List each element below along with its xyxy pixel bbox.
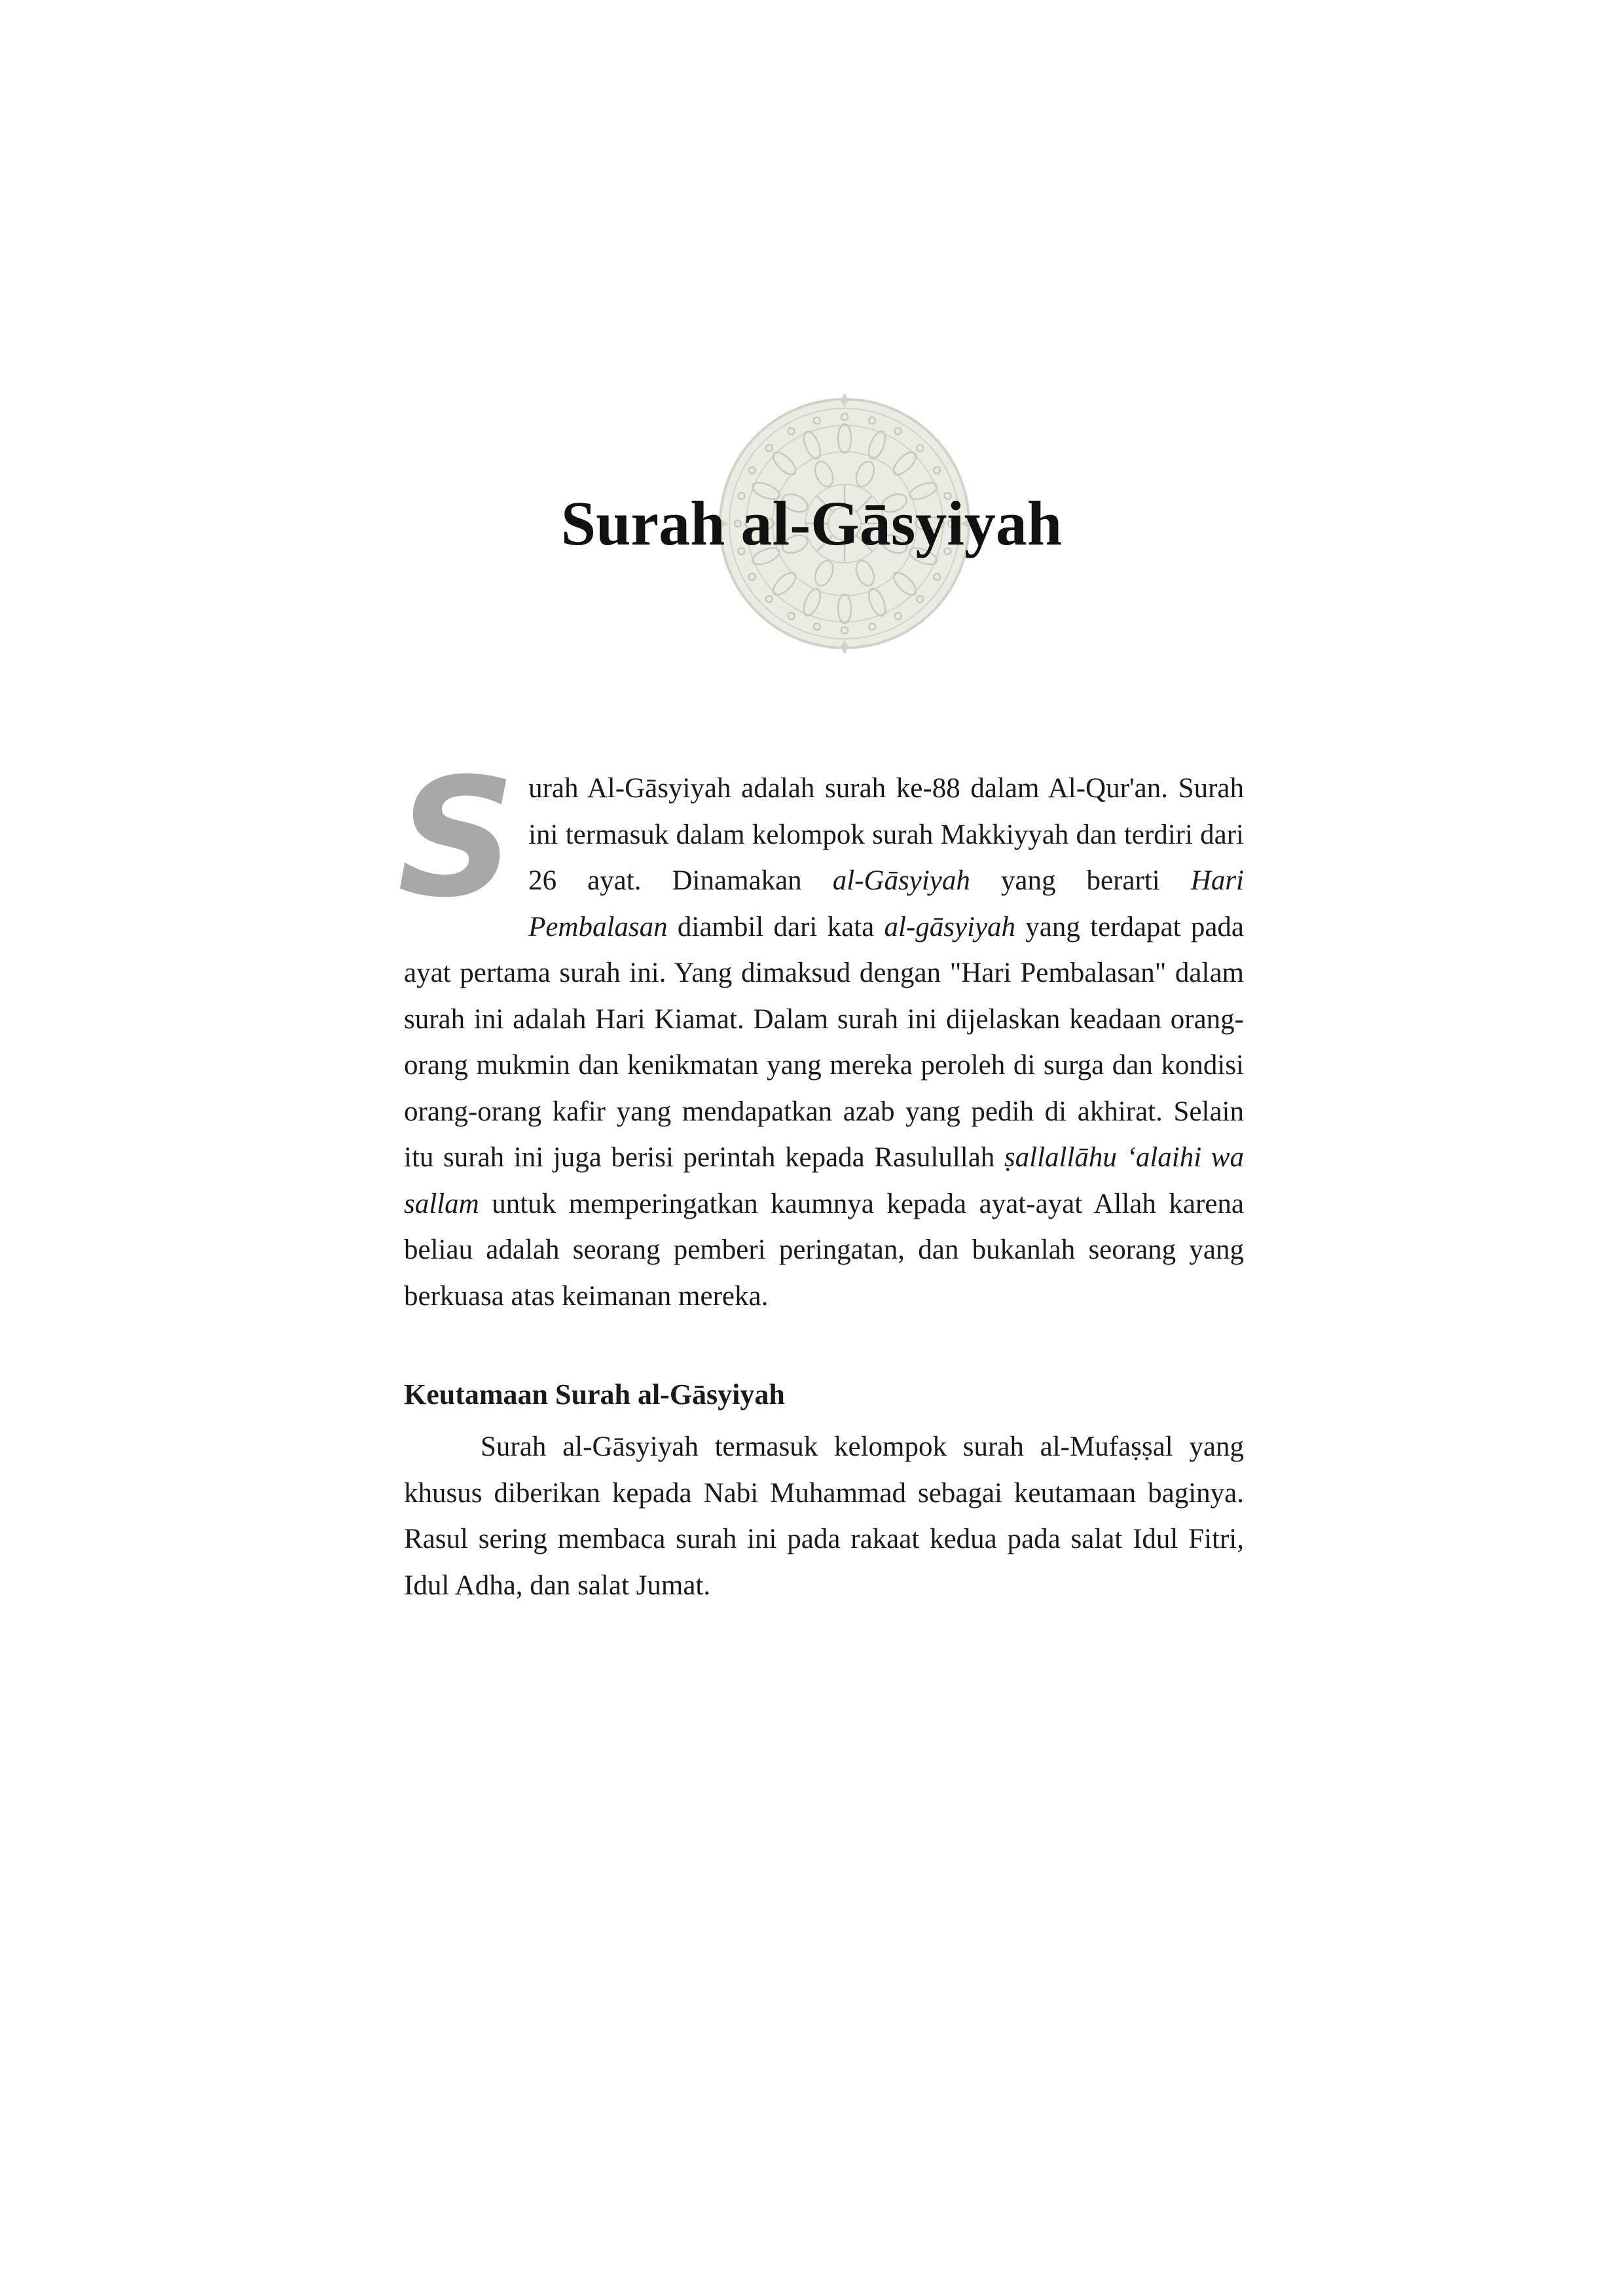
intro-text-3: diambil dari kata: [667, 911, 884, 942]
intro-text-2: yang berarti: [970, 865, 1191, 896]
intro-paragraph: [397, 743, 1244, 1319]
intro-italic-1: al-Gāsyiyah: [832, 865, 970, 896]
intro-text-1: urah Al-Gāsyiyah adalah surah ke-88 dalam Al-Qur'an. Surah ini termasuk dalam kelompok surah Makkiyyah dan terdiri dari 26 ayat. Dinamakan: [528, 773, 1244, 896]
page-title: Surah al-Gāsyiyah: [560, 488, 1063, 558]
intro-italic-2: Hari Pembalasan: [528, 865, 1244, 942]
intro-italic-4: ṣallallāhu ‘alaihi wa sallam: [404, 1142, 1244, 1219]
section-paragraph: Surah al-Gāsyiyah termasuk kelompok surah al-Mufaṣṣal yang khusus diberikan kepada Nabi Muhammad sebagai keutamaan baginya. Rasul sering membaca surah ini pada rakaat kedua pada salat Idul Fitri, Idul Adha, dan salat Jumat.: [404, 1431, 1244, 1601]
intro-text-5: untuk memperingatkan kaumnya kepada ayat-ayat Allah karena beliau adalah seorang pemberi peringatan, dan bukanlah seorang yang berkuasa atas keimanan mereka.: [404, 1188, 1244, 1312]
drop-cap: S: [397, 743, 516, 933]
body-text: [397, 743, 1244, 1609]
section-heading: Keutamaan Surah al-Gāsyiyah: [404, 1378, 785, 1410]
intro-text-4: yang terdapat pada ayat pertama surah ini. Yang dimaksud dengan "Hari Pembalasan" dalam surah ini adalah Hari Kiamat. Dalam surah ini dijelaskan keadaan orang-orang mukmin dan kenikmatan yang mereka peroleh di surga dan kondisi orang-orang kafir yang mendapatkan azab yang pedih di akhirat. Selain itu surah ini juga berisi perintah kepada Rasulullah: [404, 911, 1244, 1173]
intro-italic-3: al-gāsyiyah: [884, 911, 1016, 942]
